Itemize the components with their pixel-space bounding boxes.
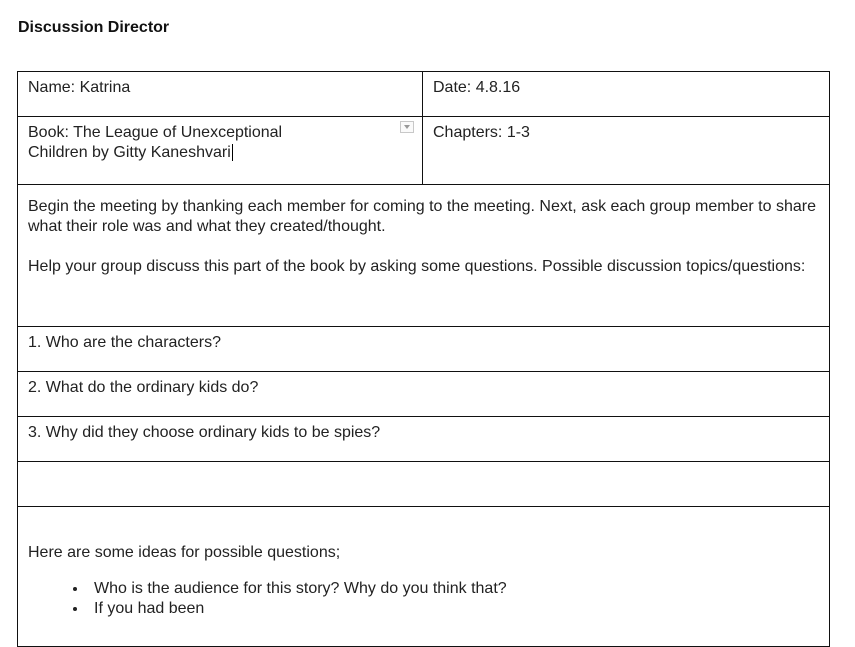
question-cell[interactable]: 2. What do the ordinary kids do? bbox=[18, 372, 830, 417]
table-row bbox=[18, 462, 830, 507]
ideas-list bbox=[28, 579, 819, 619]
ideas-intro: Here are some ideas for possible questions; bbox=[28, 544, 341, 561]
date-cell[interactable] bbox=[423, 72, 830, 117]
discussion-table bbox=[17, 71, 830, 647]
name-field: Name: Katrina bbox=[28, 79, 131, 96]
date-field: Date: 4.8.16 bbox=[433, 79, 521, 96]
book-field-line2: Children by Gitty Kaneshvari bbox=[28, 144, 231, 161]
question-cell[interactable]: 1. Who are the characters? bbox=[18, 327, 830, 372]
instructions-paragraph: Begin the meeting by thanking each member for coming to the meeting. Next, ask each group member to share what their role was and what they created/thought. bbox=[28, 198, 816, 235]
table-row bbox=[18, 72, 830, 117]
name-cell[interactable] bbox=[18, 72, 423, 117]
table-row bbox=[18, 417, 830, 462]
list-item: • If you had been bbox=[88, 599, 819, 619]
chapters-field: Chapters: 1-3 bbox=[433, 124, 530, 141]
question-cell-empty[interactable] bbox=[18, 462, 830, 507]
instructions-paragraph: Help your group discuss this part of the book by asking some questions. Possible discussion topics/questions: bbox=[28, 258, 806, 275]
table-row bbox=[18, 117, 830, 185]
list-item: • Who is the audience for this story? Why do you think that? bbox=[88, 579, 819, 599]
book-cell[interactable] bbox=[18, 117, 423, 185]
page-title: Discussion Director bbox=[18, 19, 170, 36]
ideas-cell[interactable] bbox=[18, 507, 830, 647]
chevron-down-icon[interactable] bbox=[400, 121, 414, 133]
instructions-cell[interactable] bbox=[18, 185, 830, 327]
text-cursor bbox=[232, 144, 233, 161]
question-cell[interactable]: 3. Why did they choose ordinary kids to be spies? bbox=[18, 417, 830, 462]
chapters-cell[interactable] bbox=[423, 117, 830, 185]
table-row bbox=[18, 507, 830, 647]
book-field-line1: Book: The League of Unexceptional bbox=[28, 124, 283, 141]
table-row bbox=[18, 372, 830, 417]
table-row bbox=[18, 185, 830, 327]
table-row bbox=[18, 327, 830, 372]
